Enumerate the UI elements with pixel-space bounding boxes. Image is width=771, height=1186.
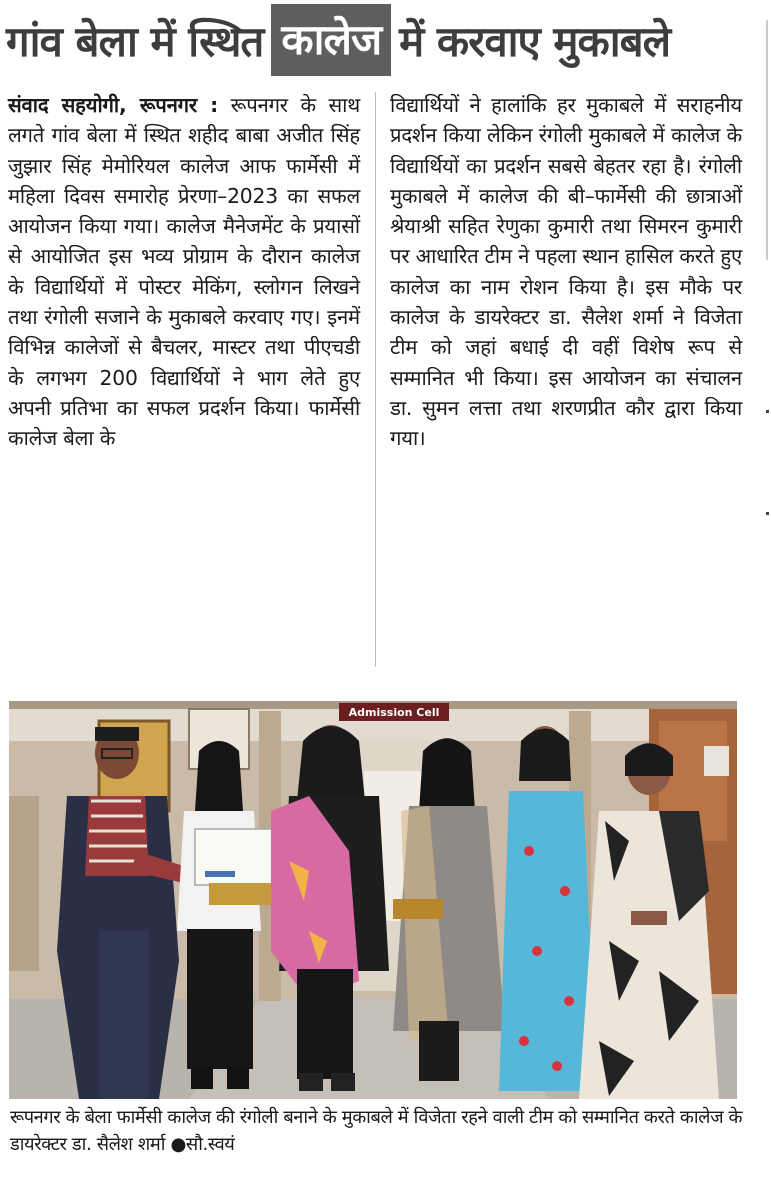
headline-part-2: में करवाए मुकाबले	[399, 16, 671, 66]
headline	[6, 4, 750, 76]
news-photo	[9, 701, 737, 1099]
page-edge-rule	[766, 20, 768, 260]
article-byline: संवाद सहयोगी, रूपनगर :	[8, 93, 219, 117]
headline-part-1: गांव बेला में स्थित	[6, 16, 264, 66]
photo-illustration	[9, 701, 737, 1099]
article-left-text: रूपनगर के साथ लगते गांव बेला में स्थित शहीद बाबा अजीत सिंह जुझार सिंह मेमोरियल कालेज आफ फार्मेसी में महिला दिवस समारोह प्रेरणा–2023 का सफल आयोजन किया गया। कालेज मैनेजमेंट के प्रयासों से आयोजित इस भव्य प्रोग्राम के दौरान कालेज के विद्यार्थियों में पोस्टर मेकिंग, स्लोगन लिखने तथा रंगोली सजाने के मुकाबले करवाए गए। इनमें विभिन्न कालेजों से बैचलर, मास्टर तथा पीएचडी के लगभग 200 विद्यार्थियों ने भाग लेते हुए अपनी प्रतिभा का सफल प्रदर्शन किया। फार्मेसी कालेज बेला के	[8, 93, 360, 451]
article-left-column	[8, 90, 360, 454]
photo-caption: रूपनगर के बेला फार्मेसी कालेज की रंगोली बनाने के मुकाबले में विजेता रहने वाली टीम को सम्मानित करते कालेज के डायरेक्टर डा. सैलेश शर्मा ●सौ.स्वयं	[10, 1107, 743, 1155]
edge-mark	[766, 410, 769, 413]
article-right-text: विद्यार्थियों ने हालांकि हर मुकाबले में सराहनीय प्रदर्शन किया लेकिन रंगोली मुकाबले में कालेज के विद्यार्थियों का प्रदर्शन सबसे बेहतर रहा है। रंगोली मुकाबले में कालेज की बी–फार्मेसी की छात्राओं श्रेयाश्री सहित रेणुका कुमारी तथा सिमरन कुमारी पर आधारित टीम ने पहला स्थान हासिल करते हुए कालेज का नाम रोशन किया है। इस मौके पर कालेज के डायरेक्टर डा. सैलेश शर्मा ने विजेता टीम को जहां बधाई दी वहीं विशेष रूप से सम्मानित भी किया। इस आयोजन का संचालन डा. सुमन लत्ता तथा शरणप्रीत कौर द्वारा किया गया।	[390, 93, 743, 451]
article-right-column	[390, 90, 742, 454]
caption-credit: सौ.स्वयं	[185, 1134, 235, 1155]
column-divider	[375, 92, 376, 667]
photo-sign-text: Admission Cell	[348, 706, 440, 719]
edge-mark	[766, 512, 769, 515]
caption-text: रूपनगर के बेला फार्मेसी कालेज की रंगोली बनाने के मुकाबले में विजेता रहने वाली टीम को सम्मानित करते कालेज के डायरेक्टर डा. सैलेश शर्मा	[10, 1107, 743, 1155]
headline-highlight: कालेज	[271, 4, 391, 76]
